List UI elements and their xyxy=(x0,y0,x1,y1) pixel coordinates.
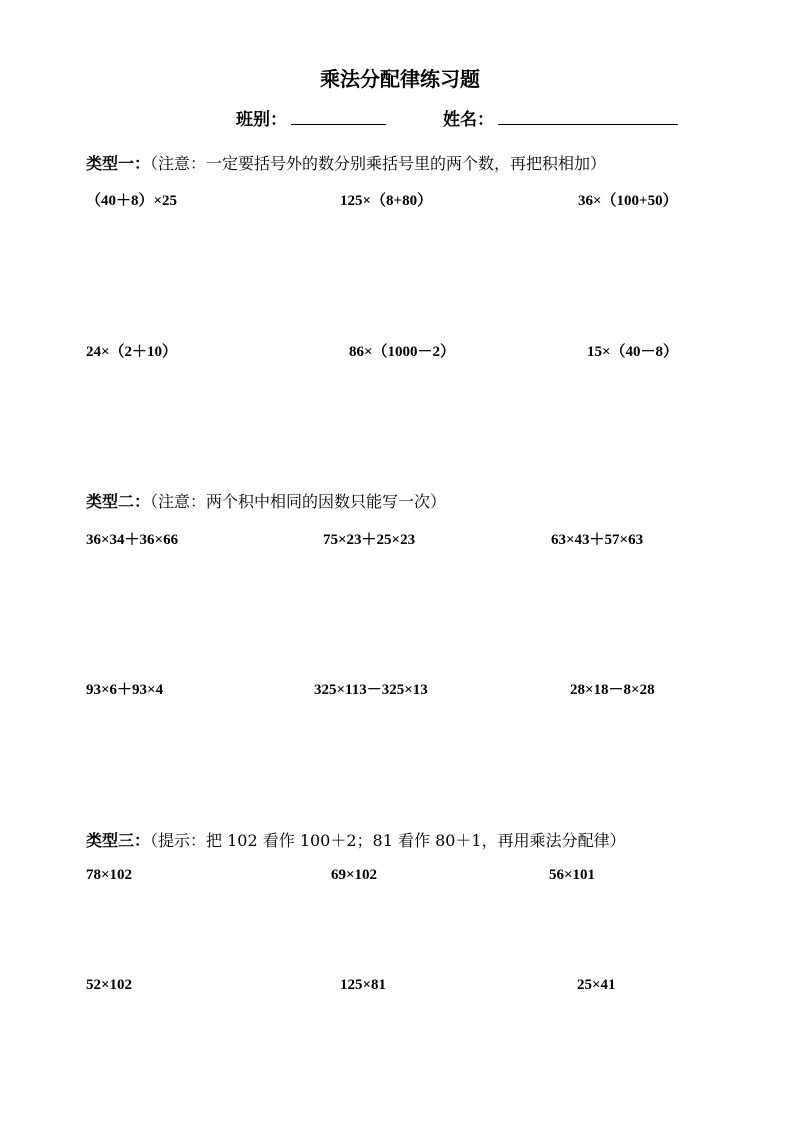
section-heading-3 xyxy=(86,828,626,851)
problem-3-5: 125×81 xyxy=(340,977,387,993)
problem-2-4: 93×6＋93×4 xyxy=(86,682,164,698)
problem-2-3: 63×43＋57×63 xyxy=(551,532,644,548)
problem-2-1: 36×34＋36×66 xyxy=(86,532,179,548)
problem-3-2: 69×102 xyxy=(331,867,378,883)
problem-1-4: 24×（2＋10） xyxy=(86,344,178,360)
problem-2-5: 325×113－325×13 xyxy=(314,682,428,698)
section-note: （注意：两个积中相同的因数只能写一次） xyxy=(150,492,447,511)
problem-1-5: 86×（1000－2） xyxy=(349,344,456,360)
problem-3-6: 25×41 xyxy=(577,977,616,993)
problem-1-1: （40＋8）×25 xyxy=(86,193,178,209)
section-title: 类型三： xyxy=(86,831,151,850)
problem-1-3: 36×（100+50） xyxy=(578,193,678,209)
problem-2-6: 28×18－8×28 xyxy=(570,682,655,698)
section-heading-2 xyxy=(86,489,446,512)
page-title: 乘法分配律练习题 xyxy=(320,67,480,91)
problem-1-6: 15×（40－8） xyxy=(587,344,679,360)
section-title: 类型一： xyxy=(86,154,151,173)
section-note: （提示：把 102 看作 100＋2；81 看作 80＋1，再用乘法分配律） xyxy=(150,831,626,850)
section-heading-1 xyxy=(86,151,606,174)
name-blank-line[interactable] xyxy=(498,124,678,125)
problem-2-2: 75×23＋25×23 xyxy=(323,532,416,548)
problem-1-2: 125×（8+80） xyxy=(340,193,433,209)
class-blank-line[interactable] xyxy=(291,124,386,125)
section-note: （注意：一定要括号外的数分别乘括号里的两个数，再把积相加） xyxy=(150,154,607,173)
section-title: 类型二： xyxy=(86,492,151,511)
problem-3-4: 52×102 xyxy=(86,977,133,993)
problem-3-1: 78×102 xyxy=(86,867,133,883)
class-label: 班别： xyxy=(236,110,287,130)
name-label: 姓名： xyxy=(443,110,494,130)
problem-3-3: 56×101 xyxy=(549,867,596,883)
